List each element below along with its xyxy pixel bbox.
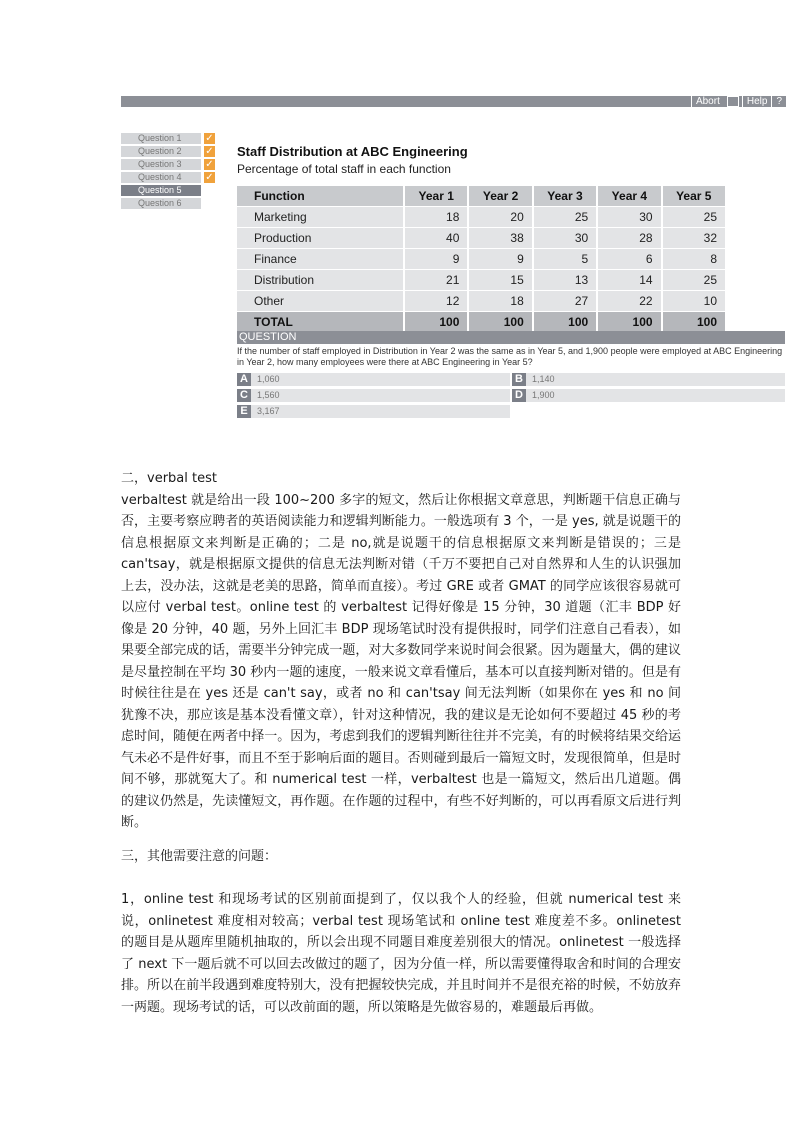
table-cell: Finance xyxy=(237,248,405,269)
table-row xyxy=(237,248,727,269)
table-cell: 20 xyxy=(469,206,533,227)
table-cell: 22 xyxy=(598,290,662,311)
home-icon[interactable] xyxy=(727,96,739,107)
table-cell: 21 xyxy=(405,269,469,290)
table-cell: 27 xyxy=(534,290,598,311)
question-nav-item-6[interactable]: Question 6 xyxy=(121,198,201,209)
check-icon: ✓ xyxy=(205,172,214,183)
section-heading: 二，verbal test xyxy=(121,471,217,486)
table-cell: 30 xyxy=(598,206,662,227)
answer-letter: A xyxy=(237,373,251,386)
table-cell: Marketing xyxy=(237,206,405,227)
table-cell: 100 xyxy=(405,311,469,332)
check-icon: ✓ xyxy=(205,146,214,157)
answer-letter: D xyxy=(512,389,526,402)
table-cell: TOTAL xyxy=(237,311,405,332)
answer-letter: B xyxy=(512,373,526,386)
table-row xyxy=(237,269,727,290)
answer-value: 1,060 xyxy=(257,374,280,384)
column-header: Year 4 xyxy=(598,186,662,206)
answer-option-b[interactable] xyxy=(512,373,785,386)
column-header: Year 3 xyxy=(534,186,598,206)
question-nav-item-3[interactable]: Question 3 ✓ xyxy=(121,159,201,170)
table-cell: 30 xyxy=(534,227,598,248)
table-cell: 25 xyxy=(663,269,727,290)
question-nav-item-2[interactable]: Question 2 ✓ xyxy=(121,146,201,157)
table-cell: 100 xyxy=(469,311,533,332)
table-total-row xyxy=(237,311,727,332)
table-row xyxy=(237,206,727,227)
answer-value: 1,560 xyxy=(257,390,280,400)
article-section-2 xyxy=(121,468,681,834)
table-cell: 18 xyxy=(405,206,469,227)
table-title: Staff Distribution at ABC Engineering xyxy=(237,144,468,159)
table-cell: 100 xyxy=(598,311,662,332)
question-nav xyxy=(121,133,214,211)
section-paragraph: verbaltest 就是给出一段 100~200 多字的短文，然后让你根据文章意思，判断题干信息正确与否，主要考察应聘者的英语阅读能力和逻辑判断能力。一般选项有 3 个，一是 yes, 就是说题干的信息根据原文来判断是正确的；二是 no,就是说题干的信息根据原文来判断是错误的；三是 can'tsay，就是根据原文提供的信息无法判断对错（千万不要把自己对自然界和人生的认识强加上去，没办法，这就是老美的思路，简单而直接）。考过 GRE 或者 GMAT 的同学应该很容易就可以应付 verbal test。online test 的 verbaltest 记得好像是 15 分钟，30 道题（汇丰 BDP 好像是 20 分钟，40 题，另外上回汇丰 BDP 现场笔试时没有提供报时，同学们注意自己看表），如果要全部完成的话，需要半分钟完成一题，对大多数同学来说时间会很紧。因为题量大，偶的建议是尽量控制在平均 30 秒内一题的速度，一般来说文章看懂后，基本可以直接判断对错的。但是有时候往往是在 yes 还是 can't say，或者 no 和 can'tsay 间无法判断（如果你在 yes 和 no 间犹豫不决，那应该是基本没看懂文章），针对这种情况，我的建议是无论如何不要超过 45 秒的考虑时间，随便在两者中择一。因为，考虑到我们的逻辑判断往往并不完美，有的时候将结果交给运气未必不是件好事，而且不至于影响后面的题目。否则碰到最后一篇短文时，发现很简单，但是时间不够，那就冤大了。和 numerical test 一样，verbaltest 也是一篇短文，然后出几道题。偶的建议仍然是，先读懂短文，再作题。在作题的过程中，有些不好判断的，可以再看原文后进行判断。 xyxy=(121,492,681,830)
question-nav-item-1[interactable]: Question 1 ✓ xyxy=(121,133,201,144)
check-icon: ✓ xyxy=(205,159,214,170)
answer-value: 1,900 xyxy=(532,390,555,400)
answer-option-c[interactable] xyxy=(237,389,510,402)
table-cell: 6 xyxy=(598,248,662,269)
section-heading: 三，其他需要注意的问题： xyxy=(121,849,278,864)
table-cell: 28 xyxy=(598,227,662,248)
answer-letter: C xyxy=(237,389,251,402)
answer-option-e[interactable] xyxy=(237,405,510,418)
question-heading: QUESTION xyxy=(237,331,785,344)
abort-button[interactable]: Abort xyxy=(691,96,724,107)
top-toolbar xyxy=(121,96,786,107)
table-cell: 32 xyxy=(663,227,727,248)
table-cell: 12 xyxy=(405,290,469,311)
table-cell: 25 xyxy=(663,206,727,227)
table-cell: 14 xyxy=(598,269,662,290)
column-header: Year 1 xyxy=(405,186,469,206)
toolbar-links xyxy=(691,96,786,107)
table-row xyxy=(237,227,727,248)
answer-value: 3,167 xyxy=(257,406,280,416)
table-cell: Distribution xyxy=(237,269,405,290)
answer-option-d[interactable] xyxy=(512,389,785,402)
table-cell: Other xyxy=(237,290,405,311)
check-icon: ✓ xyxy=(205,133,214,144)
section-paragraph: 1，online test 和现场考试的区别前面提到了，仅以我个人的经验，但就 numerical test 来说，onlinetest 难度相对较高；verbal test 现场笔试和 online test 难度差不多。onlinetest 的题目是从题库里随机抽取的，所以会出现不同题目难度差别很大的情况。onlinetest 一般选择了 next 下一题后就不可以回去改做过的题了，因为分值一样，所以需要懂得取舍和时间的合理安排。所以在前半段遇到难度特别大，没有把握较快完成，并且时间并不是很充裕的时候，不妨放弃一两题。现场考试的话，可以改前面的题，所以策略是先做容易的，难题最后再做。 xyxy=(121,892,681,1015)
table-cell: 100 xyxy=(663,311,727,332)
table-cell: 40 xyxy=(405,227,469,248)
table-cell: 18 xyxy=(469,290,533,311)
table-cell: 13 xyxy=(534,269,598,290)
answer-letter: E xyxy=(237,405,251,418)
answer-value: 1,140 xyxy=(532,374,555,384)
help-button[interactable]: Help xyxy=(742,96,772,107)
article-section-3-body xyxy=(121,889,681,1018)
answer-option-a[interactable] xyxy=(237,373,510,386)
table-subtitle: Percentage of total staff in each function xyxy=(237,162,451,176)
column-header: Year 5 xyxy=(663,186,727,206)
table-cell: 10 xyxy=(663,290,727,311)
table-cell: 25 xyxy=(534,206,598,227)
table-header-row xyxy=(237,186,727,206)
table-cell: 15 xyxy=(469,269,533,290)
column-header: Function xyxy=(237,186,405,206)
help-question-icon[interactable]: ? xyxy=(771,96,786,107)
column-header: Year 2 xyxy=(469,186,533,206)
table-row xyxy=(237,290,727,311)
table-cell: Production xyxy=(237,227,405,248)
table-cell: 5 xyxy=(534,248,598,269)
article-section-3 xyxy=(121,846,681,868)
question-text: If the number of staff employed in Distribution in Year 2 was the same as in Year 5, and 1,900 people were employed at ABC Engineering in Year 2, how many employees were there at ABC Engineering in Year 5? xyxy=(237,346,783,367)
question-nav-item-5[interactable]: Question 5 xyxy=(121,185,201,196)
table-cell: 8 xyxy=(663,248,727,269)
table-cell: 9 xyxy=(469,248,533,269)
table-cell: 38 xyxy=(469,227,533,248)
staff-distribution-table xyxy=(237,186,727,332)
table-cell: 9 xyxy=(405,248,469,269)
question-nav-item-4[interactable]: Question 4 ✓ xyxy=(121,172,201,183)
table-cell: 100 xyxy=(534,311,598,332)
